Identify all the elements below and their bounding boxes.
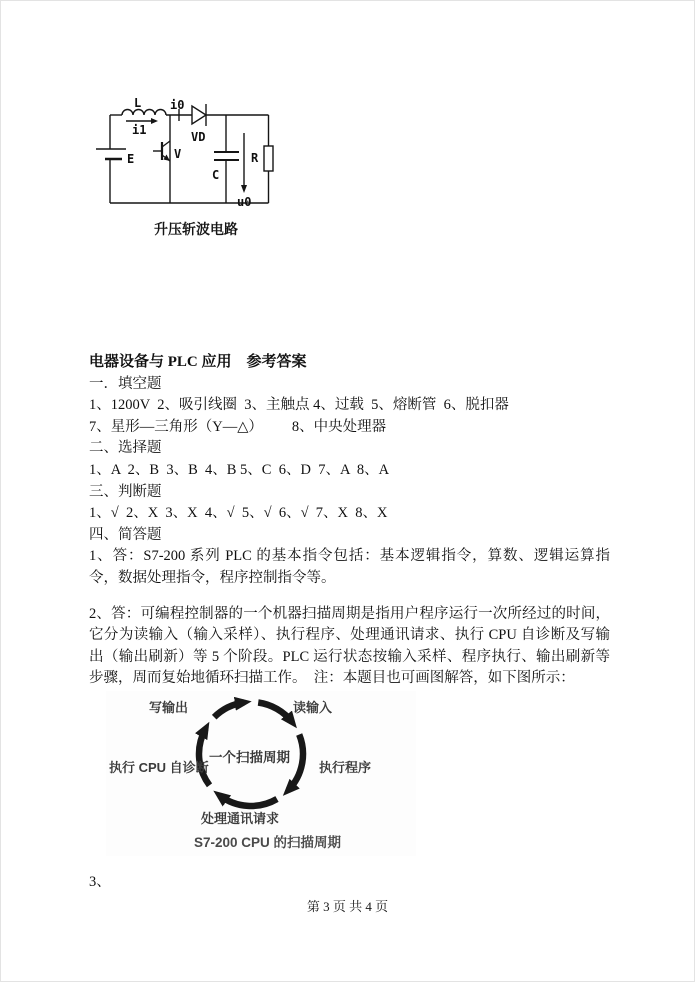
scan-cycle-center-label: 一个扫描周期: [209, 750, 290, 765]
circuit-caption: 升压斩波电路: [154, 221, 238, 237]
short-answer-1: 1、答：S7-200 系列 PLC 的基本指令包括：基本逻辑指令，算数、逻辑运算指令，数据处理指令，程序控制指令等。: [89, 548, 610, 586]
label-output-current: i0: [170, 98, 185, 112]
question3-label: 3、: [89, 874, 111, 890]
arc-read-input: [258, 703, 292, 723]
diode-symbol: [192, 106, 206, 124]
section3-heading: 三、判断题: [89, 483, 162, 500]
label-source: E: [127, 152, 135, 166]
fill-answers-line2: 7、星形—三角形（Y—△） 8、中央处理器: [89, 418, 387, 435]
answer-sheet: [89, 352, 610, 690]
boost-chopper-circuit-figure: [86, 91, 306, 246]
label-capacitor: C: [212, 168, 220, 182]
section1-heading: 一．填空题: [89, 375, 162, 392]
arc-write-output: [214, 703, 244, 718]
phase-read-input-label: 读输入: [293, 700, 333, 715]
label-switch: V: [174, 147, 182, 161]
igbt-arrow: [164, 155, 171, 162]
phase-cpu-diagnostics-label: 执行 CPU 自诊断: [109, 760, 209, 775]
phase-process-comm-label: 处理通讯请求: [201, 811, 280, 826]
label-resistor: R: [251, 151, 259, 165]
phase-write-output-label: 写输出: [149, 700, 189, 715]
page-title: 电器设备与 PLC 应用 参考答案: [89, 354, 307, 370]
arc-cpu-diagnostics: [199, 729, 209, 786]
fill-answers-line1: 1、1200V 2、吸引线圈 3、主触点 4、过载 5、熔断管 6、脱扣器: [89, 397, 509, 414]
judge-answers: 1、√ 2、X 3、X 4、√ 5、√ 6、√ 7、X 8、X: [89, 505, 388, 522]
arc-process-comm: [220, 796, 277, 806]
circuit-diagram: [86, 91, 306, 216]
inductor-symbol: [122, 110, 166, 116]
label-input-current: i1: [132, 123, 147, 137]
choice-answers: 1、A 2、B 3、B 4、B 5、C 6、D 7、A 8、A: [89, 461, 390, 478]
arc-execute-program: [288, 735, 303, 791]
label-inductor: L: [134, 96, 142, 110]
section2-heading: 二、选择题: [89, 440, 162, 457]
phase-execute-program-label: 执行程序: [319, 760, 372, 775]
section4-heading: 四、简答题: [89, 526, 162, 543]
scan-cycle-caption: S7-200 CPU 的扫描周期: [194, 835, 342, 850]
label-diode: VD: [191, 130, 206, 144]
resistor-symbol: [264, 146, 273, 171]
short-answer-2: 2、答：可编程控制器的一个机器扫描周期是指用户程序运行一次所经过的时间，它分为读输入（输入采样）、执行程序、处理通讯请求、执行 CPU 自诊断及写输出（输出刷新）等 5 个阶段。PLC 运行状态按输入采样、程序执行、输出刷新等步骤，周而复始地循环扫描工作。 注：本题目也可画图解答，如下图所示：: [89, 605, 610, 687]
page-footer: 第 3 页 共 4 页: [306, 899, 389, 914]
scan-cycle-figure: [106, 691, 416, 856]
label-output-voltage: u0: [237, 195, 252, 209]
